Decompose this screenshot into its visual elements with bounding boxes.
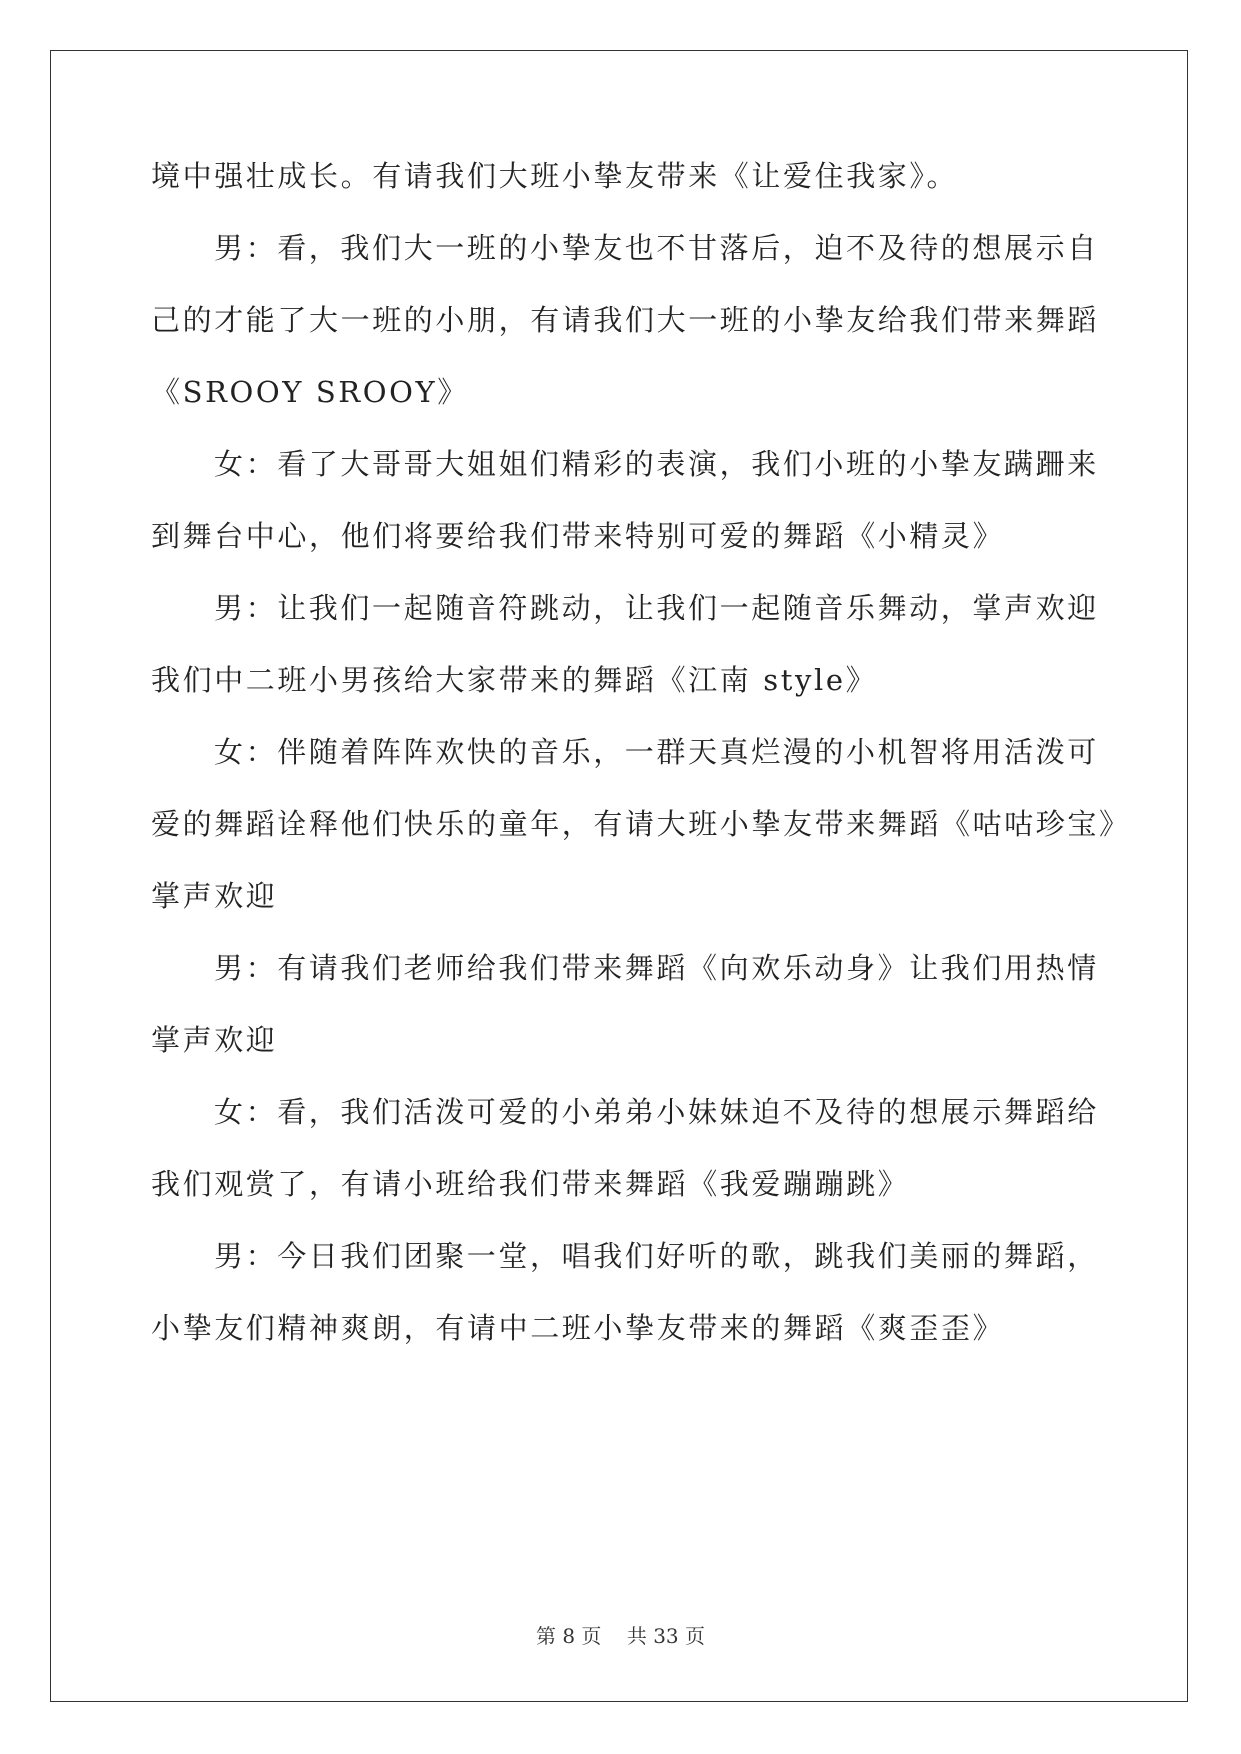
body-text-line: 掌声欢迎 — [151, 1023, 278, 1057]
body-text-line: 女：看了大哥哥大姐姐们精彩的表演，我们小班的小挚友蹒跚来 — [214, 447, 1099, 481]
body-text-line: 女：看，我们活泼可爱的小弟弟小妹妹迫不及待的想展示舞蹈给 — [214, 1095, 1099, 1129]
body-text-line: 爱的舞蹈诠释他们快乐的童年，有请大班小挚友带来舞蹈《咕咕珍宝》 — [151, 807, 1131, 841]
body-text-line: 男：今日我们团聚一堂，唱我们好听的歌，跳我们美丽的舞蹈， — [214, 1239, 1099, 1273]
page-number: 第 8 页 共 33 页 — [535, 1624, 706, 1648]
body-text-line: 掌声欢迎 — [151, 879, 278, 913]
body-text-line: 男：有请我们老师给我们带来舞蹈《向欢乐动身》让我们用热情 — [214, 951, 1099, 985]
body-text-line: 女：伴随着阵阵欢快的音乐，一群天真烂漫的小机智将用活泼可 — [214, 735, 1099, 769]
body-text-line: 我们中二班小男孩给大家带来的舞蹈《江南 style》 — [151, 663, 878, 697]
body-text-line: 到舞台中心，他们将要给我们带来特别可爱的舞蹈《小精灵》 — [151, 519, 1005, 553]
body-text-line: 我们观赏了，有请小班给我们带来舞蹈《我爱蹦蹦跳》 — [151, 1167, 910, 1201]
body-text-line: 境中强壮成长。有请我们大班小挚友带来《让爱住我家》。 — [151, 159, 959, 193]
body-text-line: 小挚友们精神爽朗，有请中二班小挚友带来的舞蹈《爽歪歪》 — [151, 1311, 1005, 1345]
body-text-line: 己的才能了大一班的小朋，有请我们大一班的小挚友给我们带来舞蹈 — [151, 303, 1100, 337]
body-text-line: 《SROOY SROOY》 — [151, 375, 469, 409]
body-text-line: 男：让我们一起随音符跳动，让我们一起随音乐舞动，掌声欢迎 — [214, 591, 1099, 625]
body-text-line: 男：看，我们大一班的小挚友也不甘落后，迫不及待的想展示自 — [214, 231, 1099, 265]
